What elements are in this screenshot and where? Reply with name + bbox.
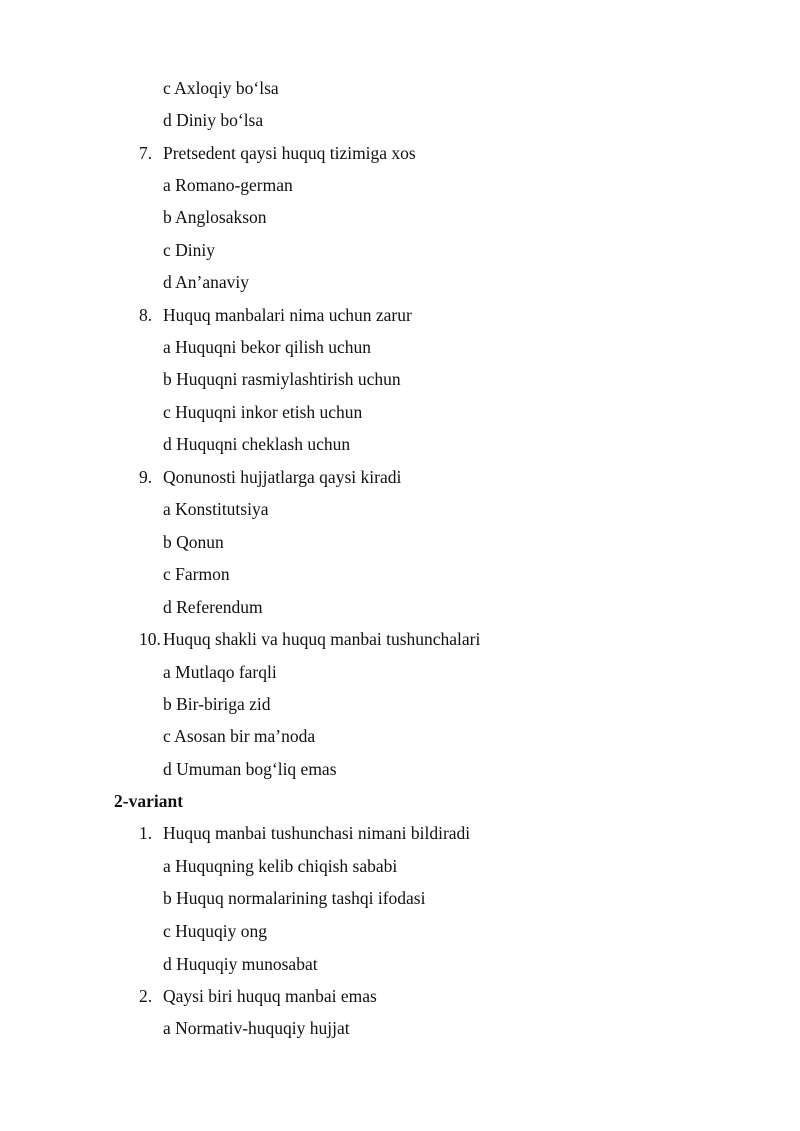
s2-question-2-number: 2. <box>139 986 153 1006</box>
option-9-d: d Referendum <box>163 597 263 617</box>
question-10-number: 10. <box>139 629 161 649</box>
question-9-number: 9. <box>139 467 153 487</box>
option-10-b: b Bir-biriga zid <box>163 694 271 714</box>
option-10-a: a Mutlaqo farqli <box>163 662 277 682</box>
section-heading: 2-variant <box>114 791 184 811</box>
question-10-text: Huquq shakli va huquq manbai tushunchalari <box>163 629 481 649</box>
option-6-c: c Axloqiy bo‘lsa <box>163 78 279 98</box>
option-7-c: c Diniy <box>163 240 216 260</box>
question-9-text: Qonunosti hujjatlarga qaysi kiradi <box>163 467 402 487</box>
s2-option-2-a: a Normativ-huquqiy hujjat <box>163 1018 350 1038</box>
option-7-d: d An’anaviy <box>163 272 250 292</box>
question-8-text: Huquq manbalari nima uchun zarur <box>163 305 412 325</box>
s2-question-1-number: 1. <box>139 823 153 843</box>
s2-option-1-c: c Huquqiy ong <box>163 921 268 941</box>
option-6-d: d Diniy bo‘lsa <box>163 110 264 130</box>
s2-option-1-a: a Huquqning kelib chiqish sababi <box>163 856 398 876</box>
option-9-c: c Farmon <box>163 564 230 584</box>
option-8-c: c Huquqni inkor etish uchun <box>163 402 363 422</box>
s2-option-1-d: d Huquqiy munosabat <box>163 954 318 974</box>
s2-option-1-b: b Huquq normalarining tashqi ifodasi <box>163 888 426 908</box>
option-7-a: a Romano-german <box>163 175 293 195</box>
option-8-b: b Huquqni rasmiylashtirish uchun <box>163 369 401 389</box>
option-8-d: d Huquqni cheklash uchun <box>163 434 351 454</box>
s2-question-2-text: Qaysi biri huquq manbai emas <box>163 986 377 1006</box>
question-7-number: 7. <box>139 143 153 163</box>
option-10-c: c Asosan bir ma’noda <box>163 726 316 746</box>
option-9-a: a Konstitutsiya <box>163 499 269 519</box>
option-8-a: a Huquqni bekor qilish uchun <box>163 337 372 357</box>
option-7-b: b Anglosakson <box>163 207 267 227</box>
question-8-number: 8. <box>139 305 153 325</box>
option-10-d: d Umuman bog‘liq emas <box>163 759 337 779</box>
s2-question-1-text: Huquq manbai tushunchasi nimani bildiradi <box>163 823 471 843</box>
option-9-b: b Qonun <box>163 532 224 552</box>
question-7-text: Pretsedent qaysi huquq tizimiga xos <box>163 143 416 163</box>
